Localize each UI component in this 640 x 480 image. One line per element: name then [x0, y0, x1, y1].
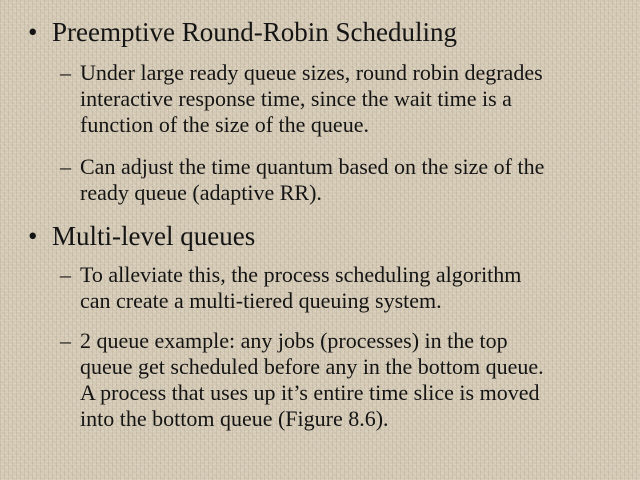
dash-marker: –	[60, 60, 71, 85]
sub-bullet-line: 2 queue example: any jobs (processes) in the top	[80, 328, 508, 353]
sub-bullet-line: Under large ready queue sizes, round robin degrades	[80, 60, 543, 85]
sub-bullet-line: into the bottom queue (Figure 8.6).	[80, 406, 389, 431]
bullet-marker: •	[28, 221, 38, 251]
sub-bullet-line: queue get scheduled before any in the bottom queue.	[80, 354, 544, 379]
dash-marker: –	[60, 328, 71, 353]
sub-bullet-line: function of the size of the queue.	[80, 112, 369, 137]
sub-bullet-line: Can adjust the time quantum based on the size of the	[80, 154, 545, 179]
bullet-heading: Preemptive Round-Robin Scheduling	[52, 17, 457, 47]
sub-bullet-line: interactive response time, since the wait time is a	[80, 86, 512, 111]
bullet-marker: •	[28, 17, 38, 47]
sub-bullet-line: To alleviate this, the process scheduling algorithm	[80, 262, 522, 287]
sub-bullet-line: A process that uses up it’s entire time slice is moved	[80, 380, 540, 405]
sub-bullet-line: can create a multi-tiered queuing system.	[80, 288, 442, 313]
dash-marker: –	[60, 154, 71, 179]
dash-marker: –	[60, 262, 71, 287]
bullet-heading: Multi-level queues	[52, 221, 256, 251]
sub-bullet-line: ready queue (adaptive RR).	[80, 180, 322, 205]
